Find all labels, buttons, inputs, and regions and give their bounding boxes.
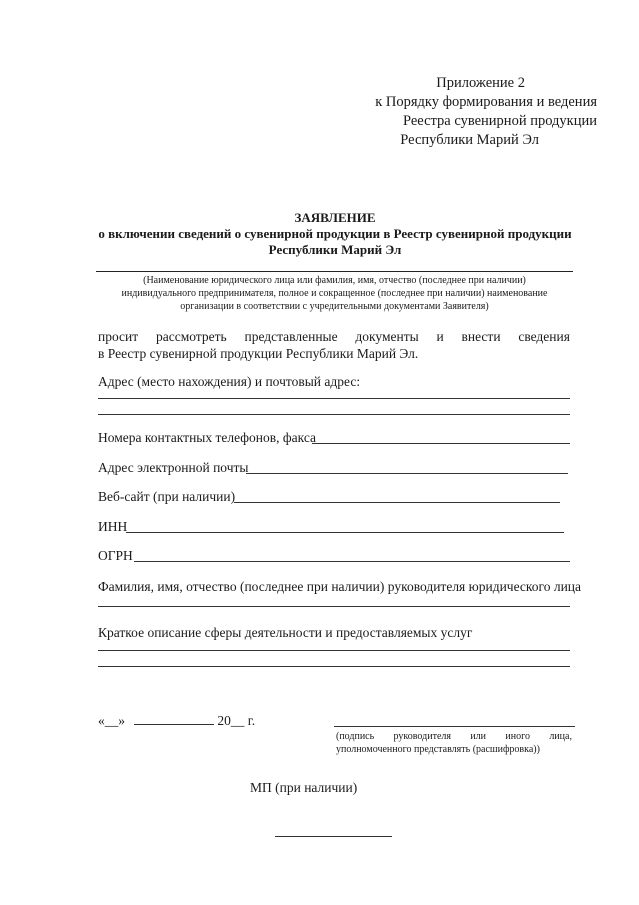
head-name-line[interactable] <box>98 606 570 607</box>
inn-line[interactable] <box>126 532 564 533</box>
website-line[interactable] <box>234 502 560 503</box>
request-word: представленные <box>244 329 338 344</box>
signature-hint-word: (подпись <box>336 731 375 742</box>
activity-line-1[interactable] <box>98 650 570 651</box>
appendix-header <box>375 74 597 150</box>
request-word: просит <box>98 329 139 344</box>
date-year-suffix[interactable]: __ г. <box>230 713 256 728</box>
appendix-line-4: Республики Марий Эл <box>400 132 539 148</box>
date-year-prefix: 20 <box>217 713 231 728</box>
request-line-2: в Реестр сувенирной продукции Республики Марий Эл. <box>98 346 419 361</box>
applicant-name-line[interactable] <box>96 271 573 272</box>
name-hint-line-1: (Наименование юридического лица или фамилия, имя, отчество (последнее при наличии) <box>143 275 526 286</box>
address-line-1[interactable] <box>98 398 570 399</box>
phones-label: Номера контактных телефонов, факса <box>98 430 316 445</box>
head-name-label: Фамилия, имя, отчество (последнее при наличии) руководителя юридического лица <box>98 579 582 594</box>
applicant-name-hint <box>96 274 573 313</box>
email-line[interactable] <box>246 473 568 474</box>
website-label: Веб-сайт (при наличии) <box>98 489 236 504</box>
appendix-line-2: к Порядку формирования и ведения <box>375 94 597 110</box>
appendix-line-3: Реестра сувенирной продукции <box>402 113 597 129</box>
address-line-2[interactable] <box>98 414 570 415</box>
stamp-line[interactable] <box>275 836 392 837</box>
appendix-line-1: Приложение 2 <box>436 75 525 91</box>
request-word: документы <box>355 329 419 344</box>
address-label: Адрес (место нахождения) и почтовый адрес: <box>98 374 361 389</box>
request-word: сведения <box>518 329 570 344</box>
document-title <box>88 210 582 258</box>
stamp-label: МП (при наличии) <box>250 780 358 795</box>
signature-hint-line-2: уполномоченного представлять (расшифровка)) <box>336 744 540 755</box>
signature-hint-word: или <box>470 731 487 742</box>
inn-label: ИНН <box>98 519 128 534</box>
request-word: внести <box>461 329 501 344</box>
signature-line[interactable] <box>334 726 575 727</box>
title-line-2: о включении сведений о сувенирной продукции в Реестр сувенирной продукции <box>98 226 572 241</box>
email-label: Адрес электронной почты <box>98 460 249 475</box>
ogrn-line[interactable] <box>134 561 570 562</box>
ogrn-label: ОГРН <box>98 548 133 563</box>
date-month-line[interactable] <box>134 724 214 725</box>
title-heading: ЗАЯВЛЕНИЕ <box>294 210 376 225</box>
date-row <box>98 712 255 729</box>
name-hint-line-2: индивидуального предпринимателя, полное и сокращенное (последнее при наличии) наименование <box>121 288 548 299</box>
signature-hint-word: руководителя <box>393 731 451 742</box>
activity-line-2[interactable] <box>98 666 570 667</box>
activity-label: Краткое описание сферы деятельности и предоставляемых услуг <box>98 625 473 640</box>
request-line-1 <box>98 328 570 345</box>
phones-line[interactable] <box>312 443 570 444</box>
signature-hint-word: лица, <box>549 731 572 742</box>
date-day[interactable]: «__» <box>98 713 125 728</box>
name-hint-line-3: организации в соответствии с учредительными документами Заявителя) <box>180 301 489 312</box>
request-paragraph <box>98 328 570 362</box>
signature-hint <box>336 730 572 756</box>
title-line-3: Республики Марий Эл <box>268 242 402 257</box>
signature-hint-word: иного <box>505 731 530 742</box>
request-word: рассмотреть <box>155 329 227 344</box>
signature-hint-line-1 <box>336 730 572 743</box>
request-word: и <box>436 329 444 344</box>
